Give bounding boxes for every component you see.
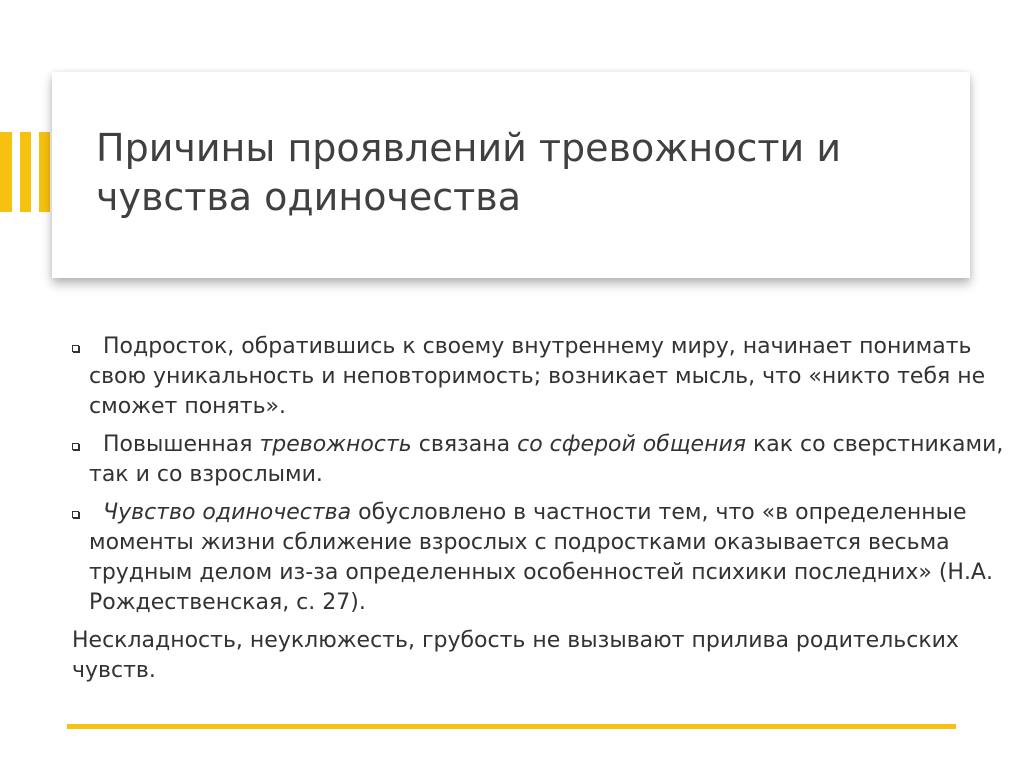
bullet-text-part: обусловлено в частности тем, что «в определенные моменты жизни сближение взрослых с подростками оказывается весьма трудным делом из-за определенных особенностей психики последних» (Н.А. Рождественская, с. 27).	[89, 500, 993, 615]
bullet-text-part: связана	[411, 432, 518, 457]
bullet-text-emphasis: тревожность	[259, 432, 412, 457]
accent-bar	[20, 132, 31, 212]
accent-bar	[0, 132, 12, 212]
accent-bars	[0, 132, 60, 212]
title-line-2: чувства одиночества	[96, 174, 521, 219]
bullet-text-emphasis: Чувство одиночества	[103, 500, 352, 525]
bullet-text-part: Повышенная	[103, 432, 260, 457]
accent-bar	[39, 132, 50, 212]
bullet-item	[72, 430, 1017, 490]
slide-title	[96, 124, 936, 221]
closing-paragraph: Нескладность, неуклюжесть, грубость не вызывают прилива родительских чувств.	[72, 628, 959, 683]
bullet-text	[89, 498, 1017, 618]
bullet-item	[72, 498, 1017, 618]
square-bullet-icon	[72, 511, 79, 518]
bullet-text-part: как со сверстниками, так и со взрослыми.	[89, 432, 1004, 487]
slide-content	[72, 332, 1017, 686]
bullet-text	[89, 430, 1017, 490]
bottom-accent-line	[67, 724, 956, 729]
bullet-text	[89, 332, 1017, 422]
title-card	[52, 72, 970, 278]
bullet-item	[72, 332, 1017, 422]
title-line-1: Причины проявлений тревожности и	[96, 126, 842, 170]
bullet-text-part: Подросток, обратившись к своему внутреннему миру, начинает понимать свою уникальность и неповторимость; возникает мысль, что «никто тебя не сможет понять».	[89, 334, 986, 419]
bullet-text-emphasis: со сферой общения	[517, 432, 746, 457]
square-bullet-icon	[72, 443, 79, 450]
square-bullet-icon	[72, 345, 79, 352]
